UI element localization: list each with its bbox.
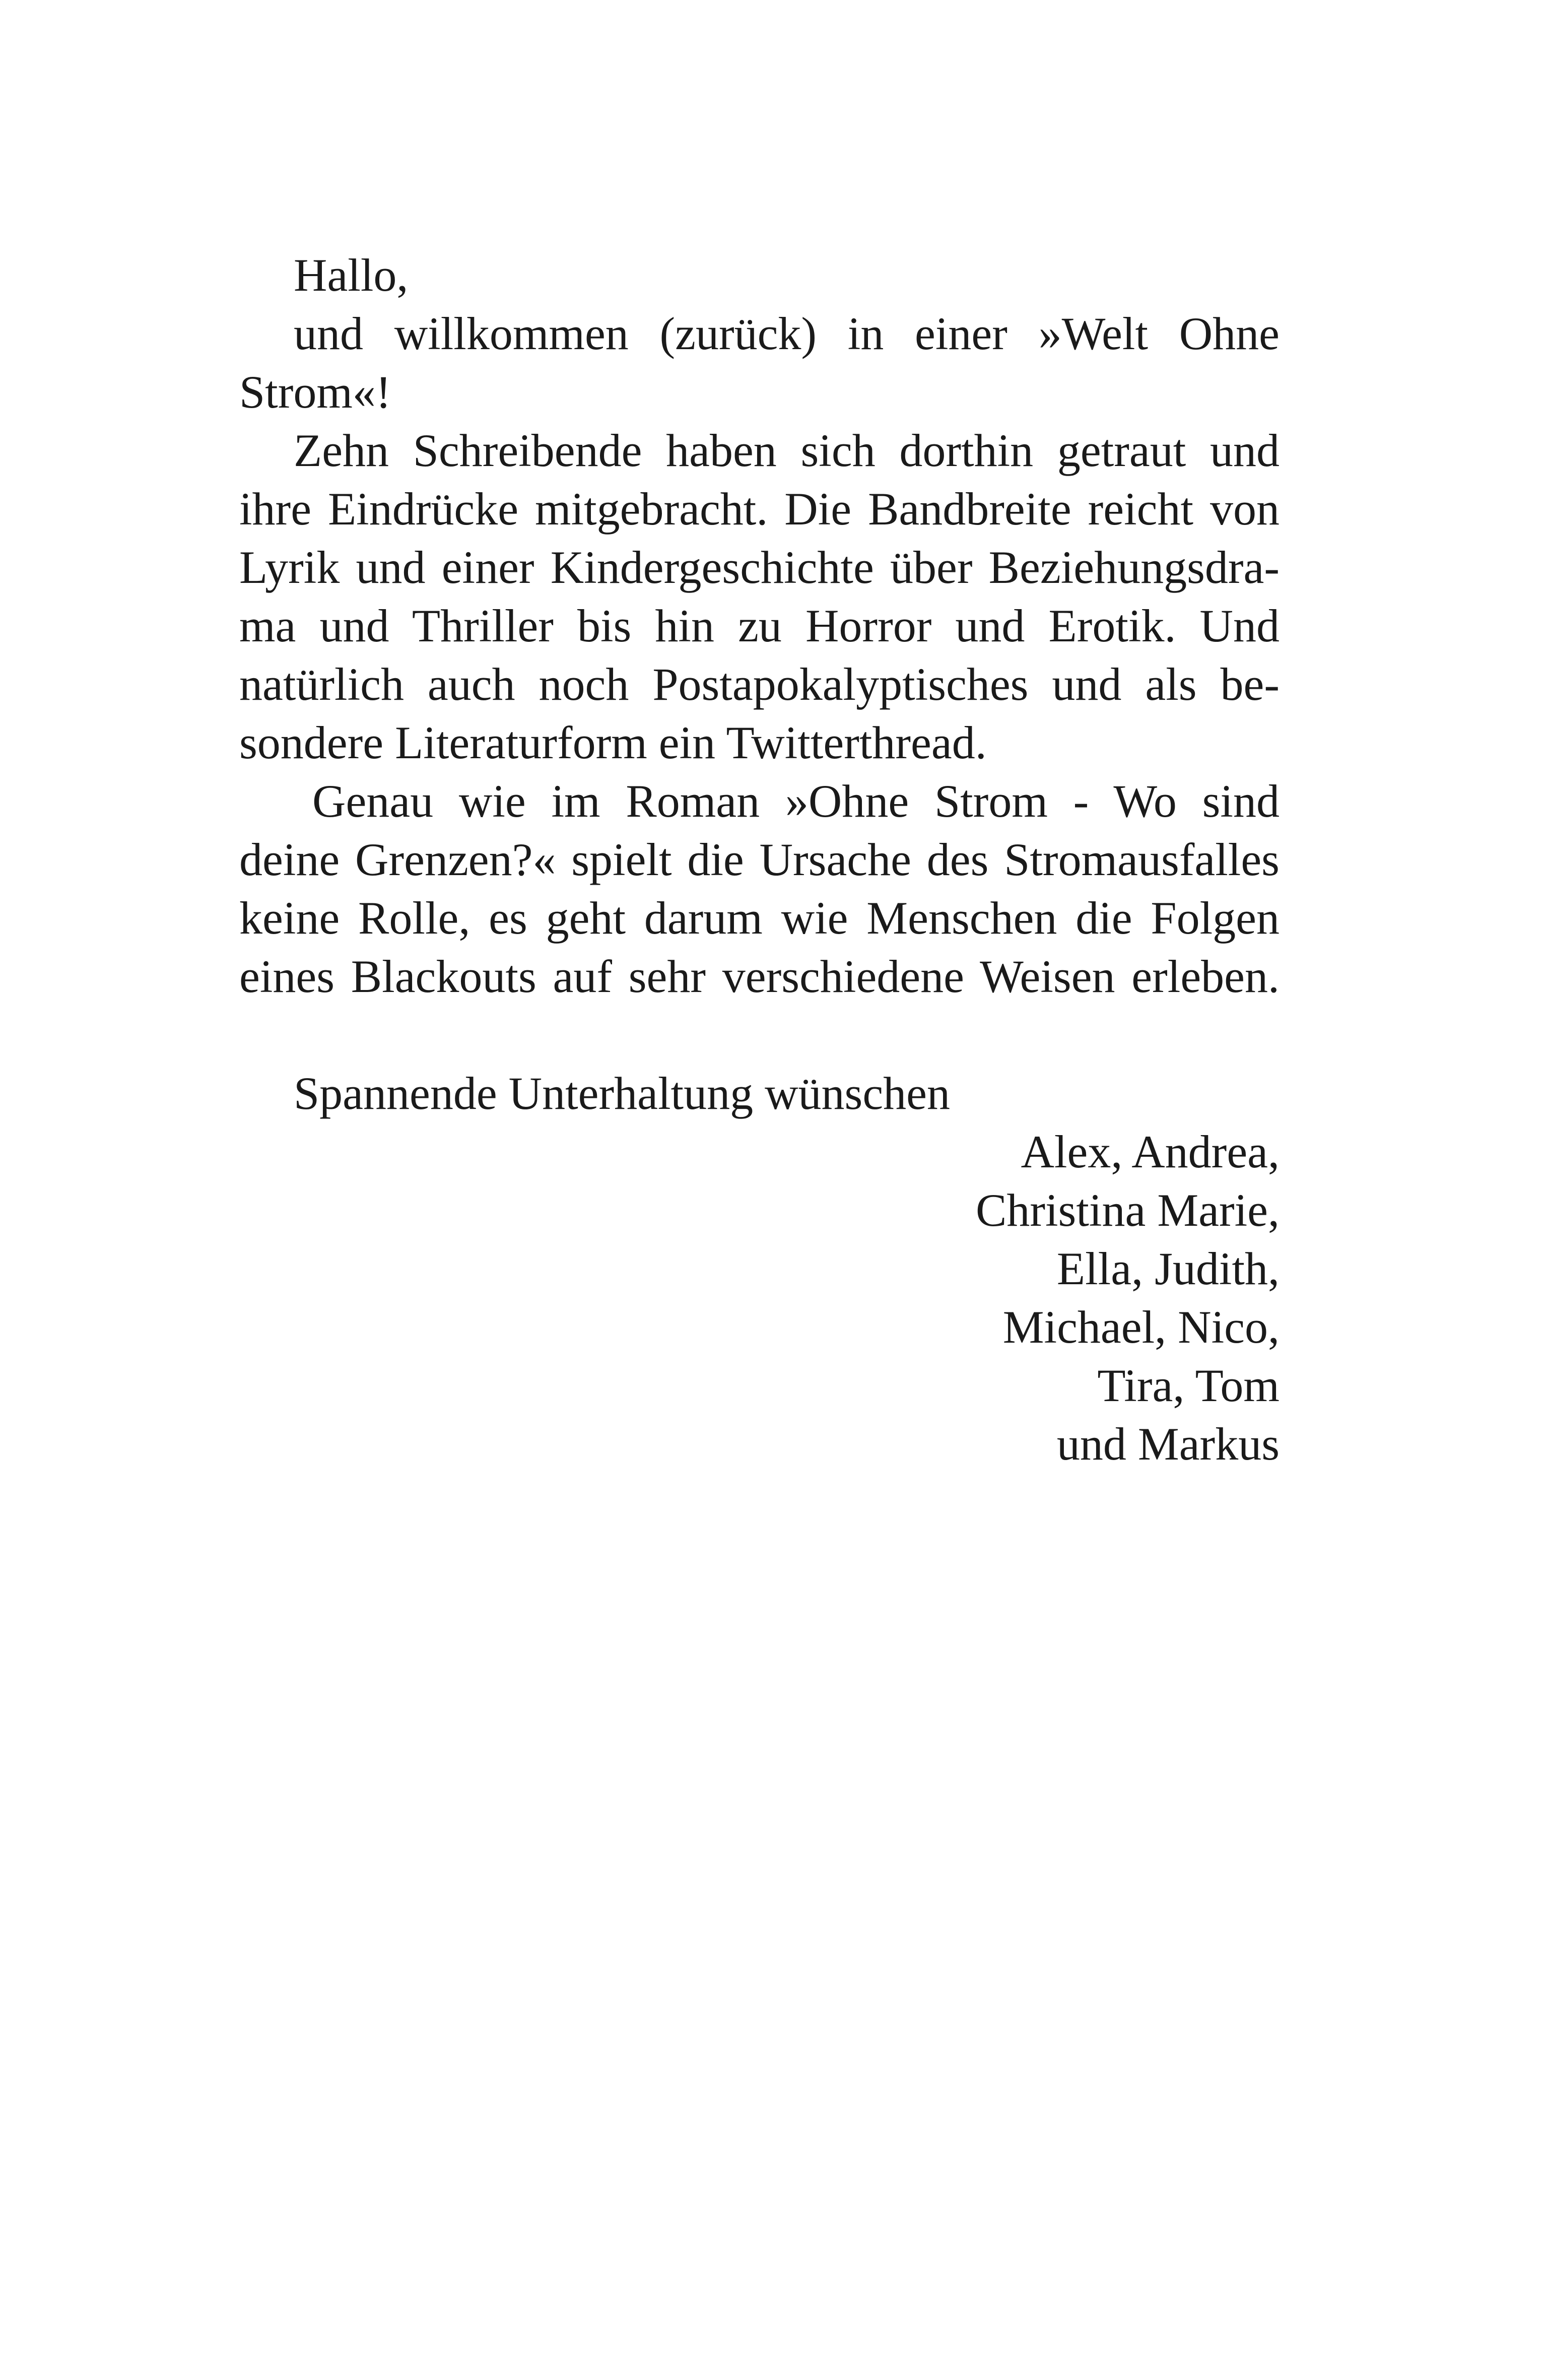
paragraph-2-line-3: Lyrik und einer Kindergeschichte über Beziehungsdra- — [239, 542, 1280, 593]
signature-line-6: und Markus — [1056, 1418, 1280, 1470]
paragraph-2-line-1: Zehn Schreibende haben sich dorthin getraut und — [294, 425, 1280, 476]
signature-line-1: Alex, Andrea, — [1021, 1126, 1280, 1177]
paragraph-2-line-5: natürlich auch noch Postapokalyptisches und als be- — [239, 658, 1280, 710]
signature-line-4: Michael, Nico, — [1002, 1301, 1280, 1353]
signature-line-5: Tira, Tom — [1097, 1360, 1280, 1411]
signature-line-3: Ella, Judith, — [1056, 1243, 1280, 1294]
paragraph-2-line-6: sondere Literaturform ein Twitterthread. — [239, 717, 987, 768]
paragraph-3-line-1: Genau wie im Roman »Ohne Strom - Wo sind — [312, 775, 1280, 827]
paragraph-3-line-3: keine Rolle, es geht darum wie Menschen die Folgen — [239, 892, 1280, 944]
greeting: Hallo, — [294, 249, 409, 301]
paragraph-3-line-4: eines Blackouts auf sehr verschiedene Weisen erleben. — [239, 951, 1280, 1002]
signature-line-2: Christina Marie, — [976, 1184, 1280, 1236]
paragraph-2-line-4: ma und Thriller bis hin zu Horror und Erotik. Und — [239, 600, 1280, 651]
paragraph-2-line-2: ihre Eindrücke mitgebracht. Die Bandbreite reicht von — [239, 483, 1280, 535]
paragraph-1-line-1: und willkommen (zurück) in einer »Welt Ohne — [294, 308, 1280, 359]
paragraph-1-line-2: Strom«! — [239, 366, 391, 418]
paragraph-3-line-2: deine Grenzen?« spielt die Ursache des Stromausfalles — [239, 834, 1280, 885]
closing-line: Spannende Unterhaltung wünschen — [294, 1068, 951, 1119]
